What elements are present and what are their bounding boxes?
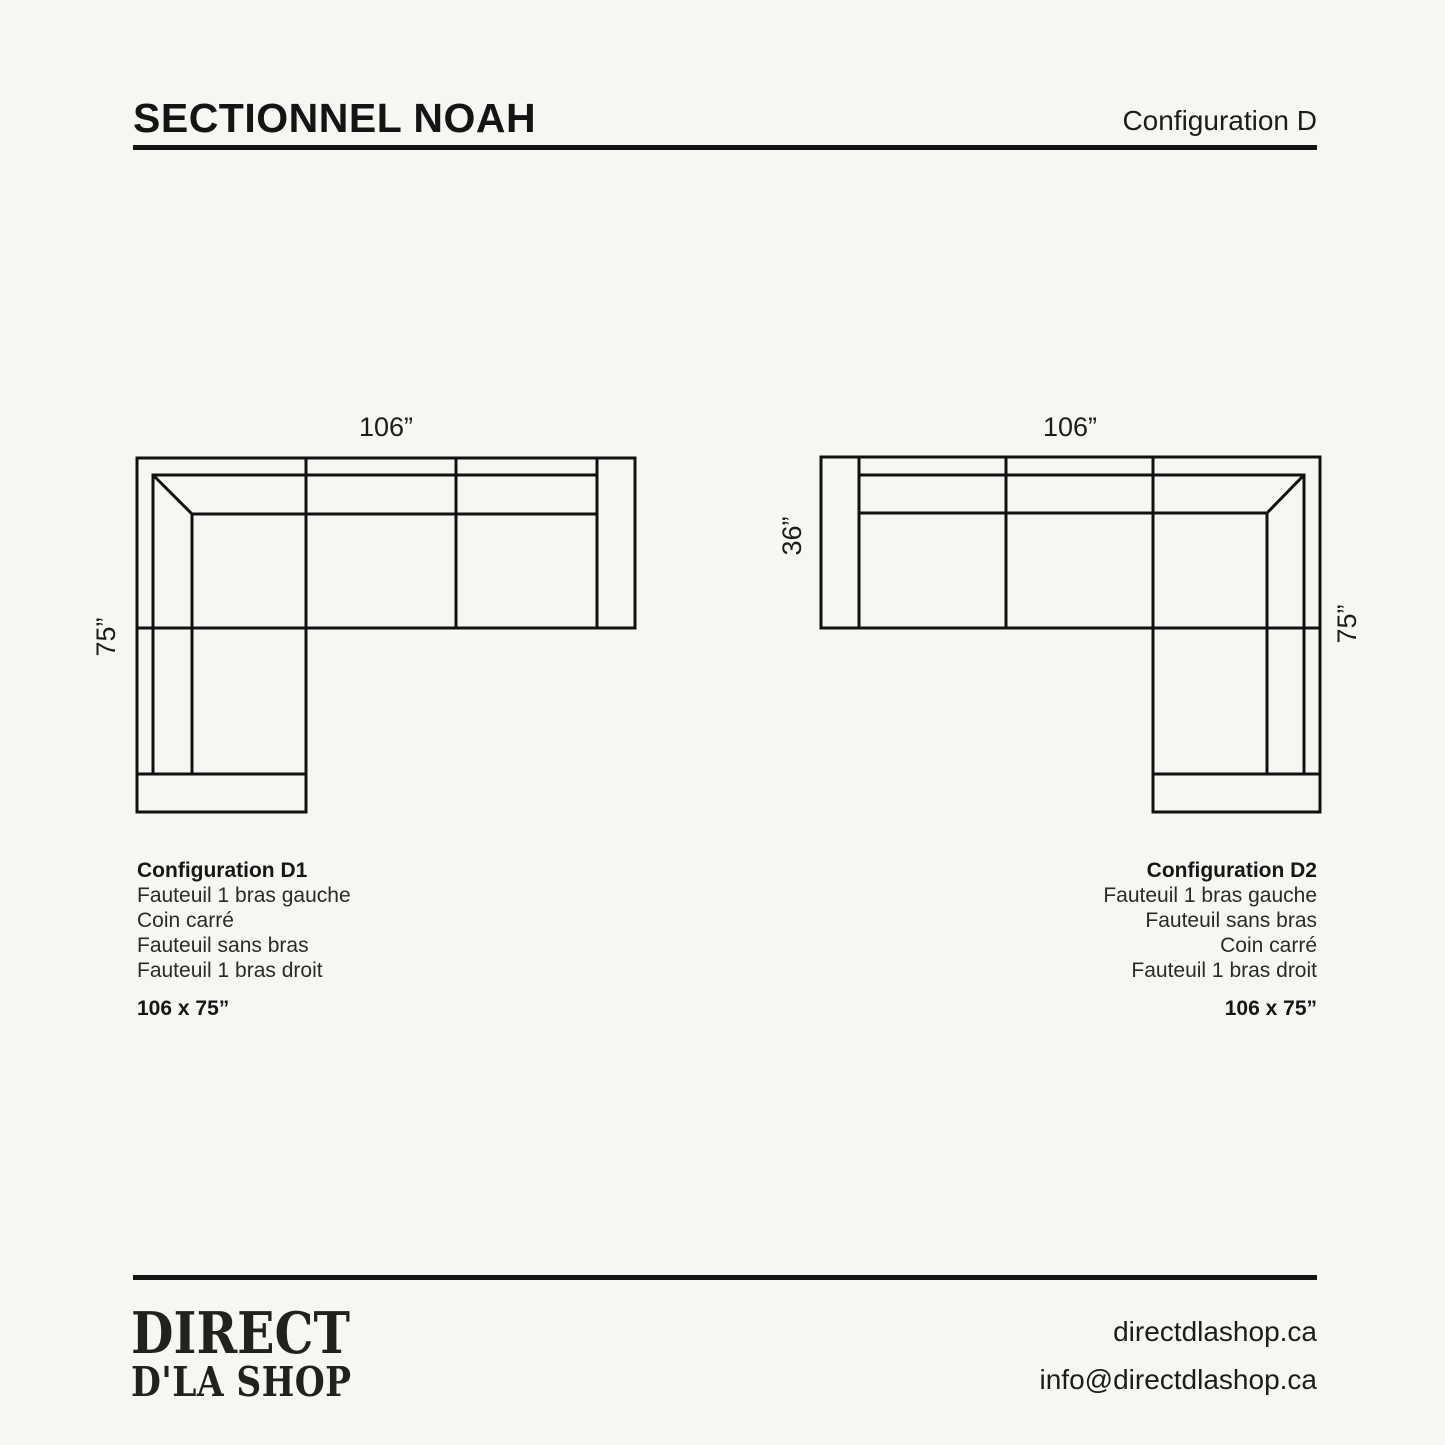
d2-module-item: Fauteuil 1 bras droit <box>1131 959 1317 982</box>
d2-back-frame-line <box>859 475 1304 774</box>
d1-module-item: Fauteuil sans bras <box>137 934 309 957</box>
brand-logo-dla-shop: D'LA SHOP <box>131 1358 352 1406</box>
d2-sofa-diagram <box>819 454 1323 816</box>
d1-outline <box>137 458 635 812</box>
website-text: directdlashop.ca <box>1113 1316 1317 1347</box>
d1-back-cushion-line <box>192 514 597 774</box>
d2-width-dimension: 106” <box>1042 411 1098 442</box>
brand-logo-direct: DIRECT <box>131 1300 351 1367</box>
d2-module-item: Coin carré <box>1220 934 1317 957</box>
d2-module-item: Fauteuil sans bras <box>1145 909 1317 932</box>
d2-outline <box>821 457 1320 812</box>
d1-depth-dimension: 75” <box>90 617 121 657</box>
d1-overall-dimensions: 106 x 75” <box>137 997 230 1020</box>
d1-sofa-diagram <box>135 455 639 817</box>
d2-back-cushion-line <box>859 513 1267 774</box>
d1-seat-dividers <box>306 458 456 628</box>
d1-width-dimension: 106” <box>358 411 414 442</box>
d2-seat-dividers <box>1006 457 1153 628</box>
d1-config-name: Configuration D1 <box>137 859 308 882</box>
d1-module-item: Fauteuil 1 bras droit <box>137 959 323 982</box>
d1-spec-block <box>137 858 537 1021</box>
email-text: info@directdlashop.ca <box>1039 1364 1317 1395</box>
d1-module-item: Coin carré <box>137 909 234 932</box>
footer-divider <box>133 1275 1317 1280</box>
d1-back-frame-line <box>153 475 597 774</box>
configuration-label: Configuration D <box>1122 105 1317 136</box>
d2-depth-dimension: 75” <box>1331 604 1362 644</box>
d2-overall-dimensions: 106 x 75” <box>1224 997 1317 1020</box>
d2-config-name: Configuration D2 <box>1146 859 1317 882</box>
d2-corner-diagonal <box>1267 475 1304 513</box>
d1-corner-diagonal <box>153 475 192 514</box>
header-divider <box>133 145 1317 150</box>
d2-spec-block <box>917 858 1317 1021</box>
d2-module-item: Fauteuil 1 bras gauche <box>1103 884 1317 907</box>
d1-module-item: Fauteuil 1 bras gauche <box>137 884 351 907</box>
page-title: SECTIONNEL NOAH <box>133 95 537 141</box>
d2-arm-depth-dimension: 36” <box>776 516 807 556</box>
